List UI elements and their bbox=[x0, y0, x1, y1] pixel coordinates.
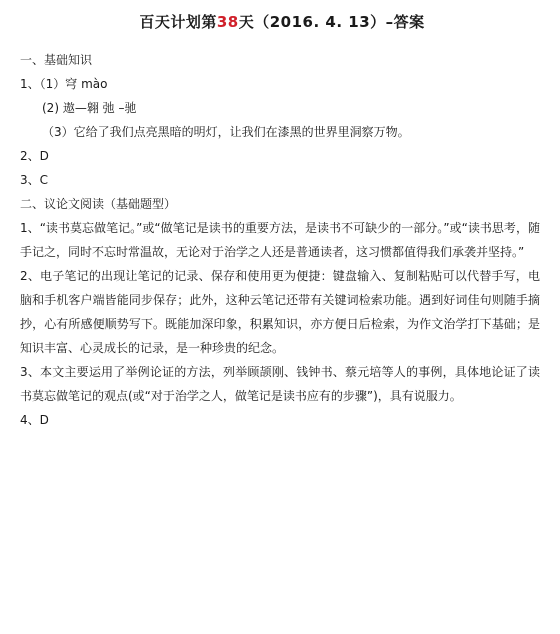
title-suffix: 天（ bbox=[238, 13, 270, 31]
reading-answer-3: 3、本文主要运用了举例论证的方法，列举顾颉刚、钱钟书、蔡元培等人的事例，具体地论证了读书莫忘做笔记的观点(或“对于治学之人，做笔记是读书应有的步骤”)，具有说服力。 bbox=[20, 365, 540, 403]
reading-answer-2: 2、电子笔记的出现让笔记的记录、保存和使用更为便捷：键盘输入、复制粘贴可以代替手写，电脑和手机客户端皆能同步保存；此外，这种云笔记还带有关键词检索功能。遇到好词佳句则随手摘抄，心有所感便顺势写下。既能加深印象，积累知识，亦方便日后检索，为作文治学打下基础；是知识丰富、心灵成长的记录，是一种珍贵的纪念。 bbox=[20, 269, 540, 355]
page-title bbox=[20, 12, 544, 32]
title-day-number: 38 bbox=[216, 13, 239, 31]
title-date: 2016. 4. 13 bbox=[269, 13, 371, 31]
title-end: ）–答案 bbox=[370, 13, 425, 31]
section-heading-argumentative: 二、议论文阅读（基础题型） bbox=[20, 197, 177, 211]
answer-1-2: (2) 遨—翱 弛 –驰 bbox=[42, 101, 137, 115]
answer-3: 3、C bbox=[20, 173, 49, 187]
section-heading-basic: 一、基础知识 bbox=[20, 53, 93, 67]
reading-answer-1: 1、“读书莫忘做笔记。”或“做笔记是读书的重要方法，是读书不可缺少的一部分。”或“读书思考，随手记之，同时不忘时常温故，无论对于治学之人还是普通读者，这习惯都值得我们承袭并坚持。” bbox=[20, 221, 540, 259]
answer-2: 2、D bbox=[20, 149, 49, 163]
answer-1-3: （3）它给了我们点亮黑暗的明灯，让我们在漆黑的世界里洞察万物。 bbox=[42, 125, 410, 139]
title-prefix: 百天计划第 bbox=[139, 13, 217, 31]
reading-answer-4: 4、D bbox=[20, 413, 49, 427]
answer-1-1: 1、（1）穹 mào bbox=[20, 77, 108, 91]
